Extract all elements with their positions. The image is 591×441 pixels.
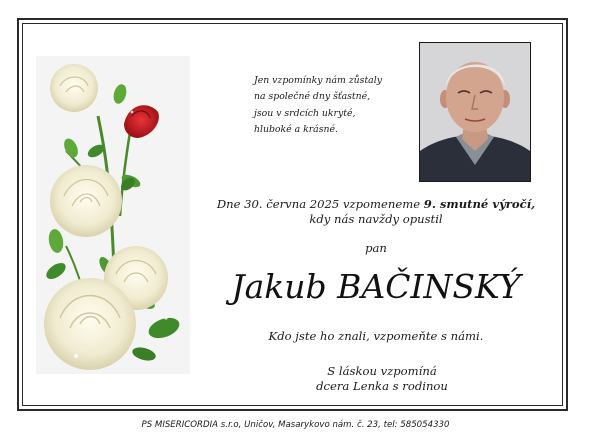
announcement-line2: kdy nás navždy opustil: [309, 212, 443, 226]
poem: [254, 73, 414, 139]
signoff-line1: S láskou vzpomíná: [327, 364, 437, 378]
announcement-text: Dne 30. června 2025 vzpomeneme: [216, 197, 424, 211]
invitation-text: Kdo jste ho znali, vzpomeňte s námi.: [268, 329, 484, 343]
title-word: pan: [365, 241, 387, 255]
roses-illustration: [36, 56, 190, 374]
poem-line: na společné dny šťastné,: [254, 91, 371, 103]
poem-line: hluboké a krásné.: [254, 124, 338, 136]
poem-line: Jen vzpomínky nám zůstaly: [254, 75, 382, 86]
portrait-photo: [419, 42, 531, 182]
signoff-line2: dcera Lenka s rodinou: [316, 379, 448, 393]
deceased-name: Jakub BAČINSKÝ: [231, 267, 521, 306]
anniversary-number: 9. smutné výročí,: [423, 197, 536, 211]
funeral-service-footer: PS MISERICORDIA s.r.o, Uničov, Masarykovo nám. č. 23, tel: 585054330: [141, 420, 450, 430]
anniversary-announcement: [200, 197, 552, 227]
signoff: [302, 364, 462, 394]
poem-line: jsou v srdcích ukryté,: [254, 107, 356, 119]
